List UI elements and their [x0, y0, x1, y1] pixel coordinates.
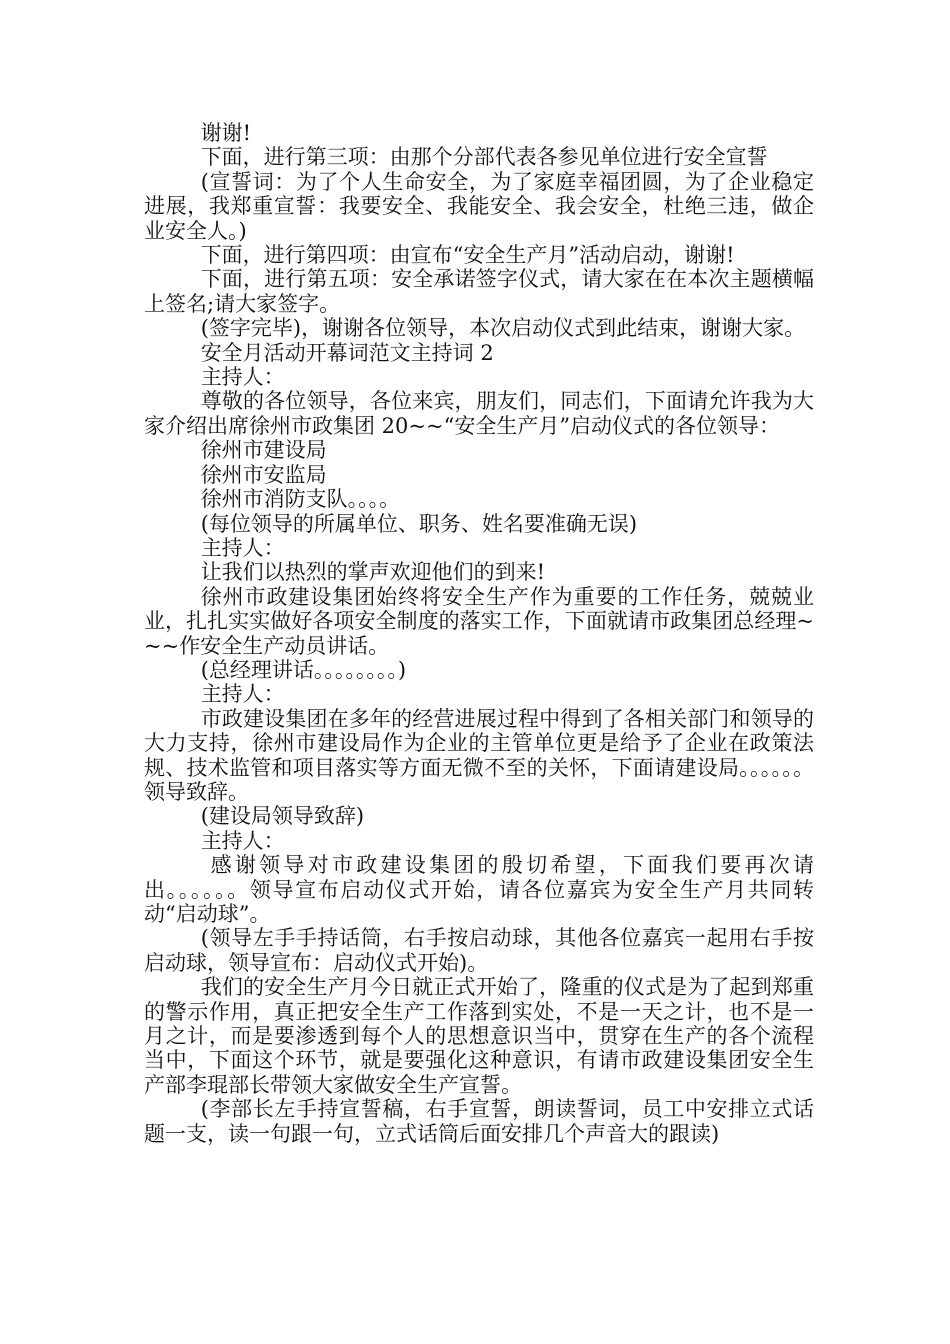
speaker-label: 主持人：: [200, 682, 285, 707]
paragraph: 徐州市政建设集团始终将安全生产作为重要的工作任务，兢兢业业，扎扎实实做好各项安全制度的落实工作，下面就请市政集团总经理~~~作安全生产动员讲话。: [144, 584, 814, 658]
paragraph: (签字完毕)，谢谢各位领导，本次启动仪式到此结束，谢谢大家。: [200, 316, 806, 341]
speaker-label: 主持人：: [200, 365, 285, 390]
paragraph: (每位领导的所属单位、职务、姓名要准确无误): [200, 511, 638, 536]
paragraph: (宣誓词：为了个人生命安全，为了家庭幸福团圆，为了企业稳定进展，我郑重宣誓：我要安全、我能安全、我会安全，杜绝三违，做企业安全人。): [144, 169, 814, 243]
paragraph: 尊敬的各位领导，各位来宾，朋友们，同志们，下面请允许我为大家介绍出席徐州市政集团 20~~“安全生产月”启动仪式的各位领导：: [144, 389, 814, 438]
section-heading: 安全月活动开幕词范文主持词 2: [200, 340, 494, 365]
list-item: 徐州市消防支队。。。。: [200, 487, 401, 512]
paragraph: 我们的安全生产月今日就正式开始了，隆重的仪式是为了起到郑重的警示作用，真正把安全生产工作落到实处，不是一天之计，也不是一月之计，而是要渗透到每个人的思想意识当中，贯穿在生产的各个流程当中，下面这个环节，就是要强化这种意识，有请市政建设集团安全生产部李琨部长带领大家做安全生产宣誓。: [144, 975, 814, 1097]
paragraph: 市政建设集团在多年的经营进展过程中得到了各相关部门和领导的大力支持，徐州市建设局作为企业的主管单位更是给予了企业在政策法规、技术监管和项目落实等方面无微不至的关怀，下面请建设局。。。。。。领导致辞。: [144, 706, 814, 804]
paragraph: 下面，进行第四项：由宣布“安全生产月”活动启动，谢谢!: [200, 243, 735, 268]
paragraph: 谢谢!: [200, 121, 252, 145]
speaker-label: 主持人：: [200, 828, 285, 853]
paragraph: (总经理讲话。。。。。。。。): [200, 657, 407, 682]
paragraph: 让我们以热烈的掌声欢迎他们的到来!: [200, 560, 546, 585]
paragraph: (李部长左手持宣誓稿，右手宣誓，朗读誓词，员工中安排立式话题一支，读一句跟一句，立式话筒后面安排几个声音大的跟读): [144, 1097, 814, 1146]
paragraph: (建设局领导致辞): [200, 804, 365, 829]
paragraph: (领导左手手持话筒，右手按启动球，其他各位嘉宾一起用右手按启动球，领导宣布：启动仪式开始)。: [144, 926, 814, 975]
document-body: [144, 121, 814, 1146]
paragraph: 下面，进行第三项：由那个分部代表各参见单位进行安全宣誓: [200, 145, 768, 170]
list-item: 徐州市建设局: [200, 438, 327, 463]
speaker-label: 主持人：: [200, 535, 285, 560]
list-item: 徐州市安监局: [200, 462, 327, 487]
paragraph: 下面，进行第五项：安全承诺签字仪式，请大家在在本次主题横幅上签名;请大家签字。: [144, 267, 814, 316]
paragraph: 感谢领导对市政建设集团的殷切希望，下面我们要再次请出。。。。。。领导宣布启动仪式开始，请各位嘉宾为安全生产月共同转动“启动球”。: [144, 853, 814, 926]
